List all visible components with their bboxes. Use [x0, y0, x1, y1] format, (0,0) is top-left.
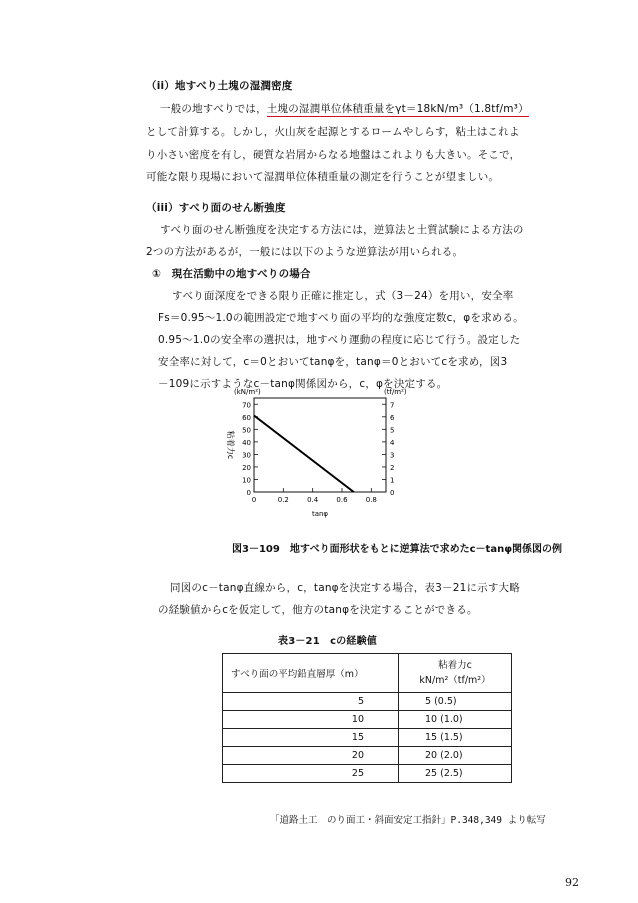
body-line: の経験値からcを仮定して，他方のtanφを決定することができる。	[158, 604, 478, 616]
y-unit-label: (kN/m²)	[234, 388, 261, 396]
table-row	[223, 765, 512, 783]
body-line: すべり面のせん断強度を決定する方法には，逆算法と土質試験による方法の	[160, 224, 524, 236]
y-tick-label: 40	[242, 438, 251, 447]
x-tick-label: 0.6	[336, 496, 348, 504]
cohesion-cell: 25 (2.5)	[399, 765, 512, 783]
table-header-cohesion: 粘着力c kN/m²（tf/m²）	[399, 654, 512, 693]
x-tick-label: 0	[251, 496, 257, 504]
body-line: 同図のc－tanφ直線から，c，tanφを決定する場合，表3－21に示す大略	[170, 582, 520, 594]
body-line: 2つの方法があるが，一般には以下のような逆算法が用いられる。	[146, 246, 464, 258]
y-tick-label: 30	[242, 451, 251, 460]
y2-tick-label: 1	[390, 476, 395, 485]
subsection-title: ① 現在活動中の地すべりの場合	[152, 268, 311, 280]
c-tanphi-line	[254, 416, 354, 492]
body-line: 可能な限り現場において湿潤単位体積重量の測定を行うことが望ましい。	[146, 171, 500, 183]
table-row	[223, 711, 512, 729]
x-tick-label: 0.8	[365, 496, 377, 504]
table-row	[223, 693, 512, 711]
table-row	[223, 729, 512, 747]
body-line: Fs＝0.95～1.0の範囲設定で地すべり面の平均的な強度定数c，φを求める。	[158, 312, 524, 324]
y-tick-label: 60	[242, 413, 251, 422]
depth-cell: 15	[223, 729, 399, 747]
depth-cell: 5	[223, 693, 399, 711]
body-line: すべり面深度をできる限り正確に推定し，式（3－24）を用い，安全率	[172, 290, 514, 302]
x-axis-label: tanφ	[311, 510, 329, 518]
depth-cell: 25	[223, 765, 399, 783]
table-row	[223, 747, 512, 765]
figure-caption: 図3－109 地すべり面形状をもとに逆算法で求めたc－tanφ関係図の例	[232, 544, 563, 555]
y2-tick-label: 4	[390, 438, 395, 447]
y2-tick-label: 2	[390, 463, 395, 472]
section-ii-title: （ii）地すべり土塊の湿潤密度	[146, 80, 293, 92]
highlighted-phrase: 土塊の湿潤単位体積重量をγt＝18kN/m³（1.8tf/m³）	[266, 103, 529, 115]
body-line: －109に示すようなc－tanφ関係図から，c，φを決定する。	[158, 378, 448, 390]
x-tick-label: 0.4	[307, 496, 319, 504]
cohesion-cell: 15 (1.5)	[399, 729, 512, 747]
table-header-depth: すべり面の平均鉛直層厚（m）	[223, 654, 399, 693]
body-line: として計算する。しかし，火山灰を起源とするロームやしらす，粘土はこれよ	[146, 126, 520, 138]
y-axis-label: 粘着力c	[226, 430, 235, 460]
y2-tick-label: 0	[390, 489, 395, 497]
depth-cell: 20	[223, 747, 399, 765]
body-line: 0.95～1.0の安全率の選択は，地すべり運動の程度に応じて行う。設定した	[158, 334, 521, 346]
table-title: 表3－21 cの経験値	[278, 636, 378, 647]
c-value-table	[222, 653, 512, 783]
body-line: 一般の地すべりでは，土塊の湿潤単位体積重量をγt＝18kN/m³（1.8tf/m³）	[160, 103, 529, 115]
depth-cell: 10	[223, 711, 399, 729]
y2-tick-label: 6	[390, 413, 395, 422]
body-line: 安全率に対して，c＝0とおいてtanφを，tanφ＝0とおいてcを求め，図3	[158, 356, 508, 368]
cohesion-cell: 20 (2.0)	[399, 747, 512, 765]
page-number: 92	[565, 876, 579, 889]
cohesion-cell: 5 (0.5)	[399, 693, 512, 711]
section-iii-title: （iii）すべり面のせん断強度	[146, 202, 286, 214]
y2-tick-label: 3	[390, 451, 395, 460]
y2-unit-label: (tf/m²)	[384, 388, 407, 396]
y2-tick-label: 5	[390, 426, 395, 435]
y-tick-label: 50	[242, 426, 251, 435]
y-tick-label: 70	[242, 401, 251, 410]
y-tick-label: 20	[242, 463, 251, 472]
y-tick-label: 10	[242, 476, 251, 485]
plot-frame	[254, 398, 386, 492]
x-tick-label: 0.2	[277, 496, 289, 504]
c-tan-phi-chart	[214, 382, 434, 532]
body-line: り小さい密度を有し，硬質な岩屑からなる地盤はこれよりも大きい。そこで，	[146, 149, 521, 161]
y-tick-label: 0	[246, 489, 251, 497]
y2-tick-label: 7	[390, 401, 395, 410]
cohesion-cell: 10 (1.0)	[399, 711, 512, 729]
source-citation: 「道路土工 のり面工・斜面安定工指針」P.348,349 より転写	[270, 815, 546, 826]
